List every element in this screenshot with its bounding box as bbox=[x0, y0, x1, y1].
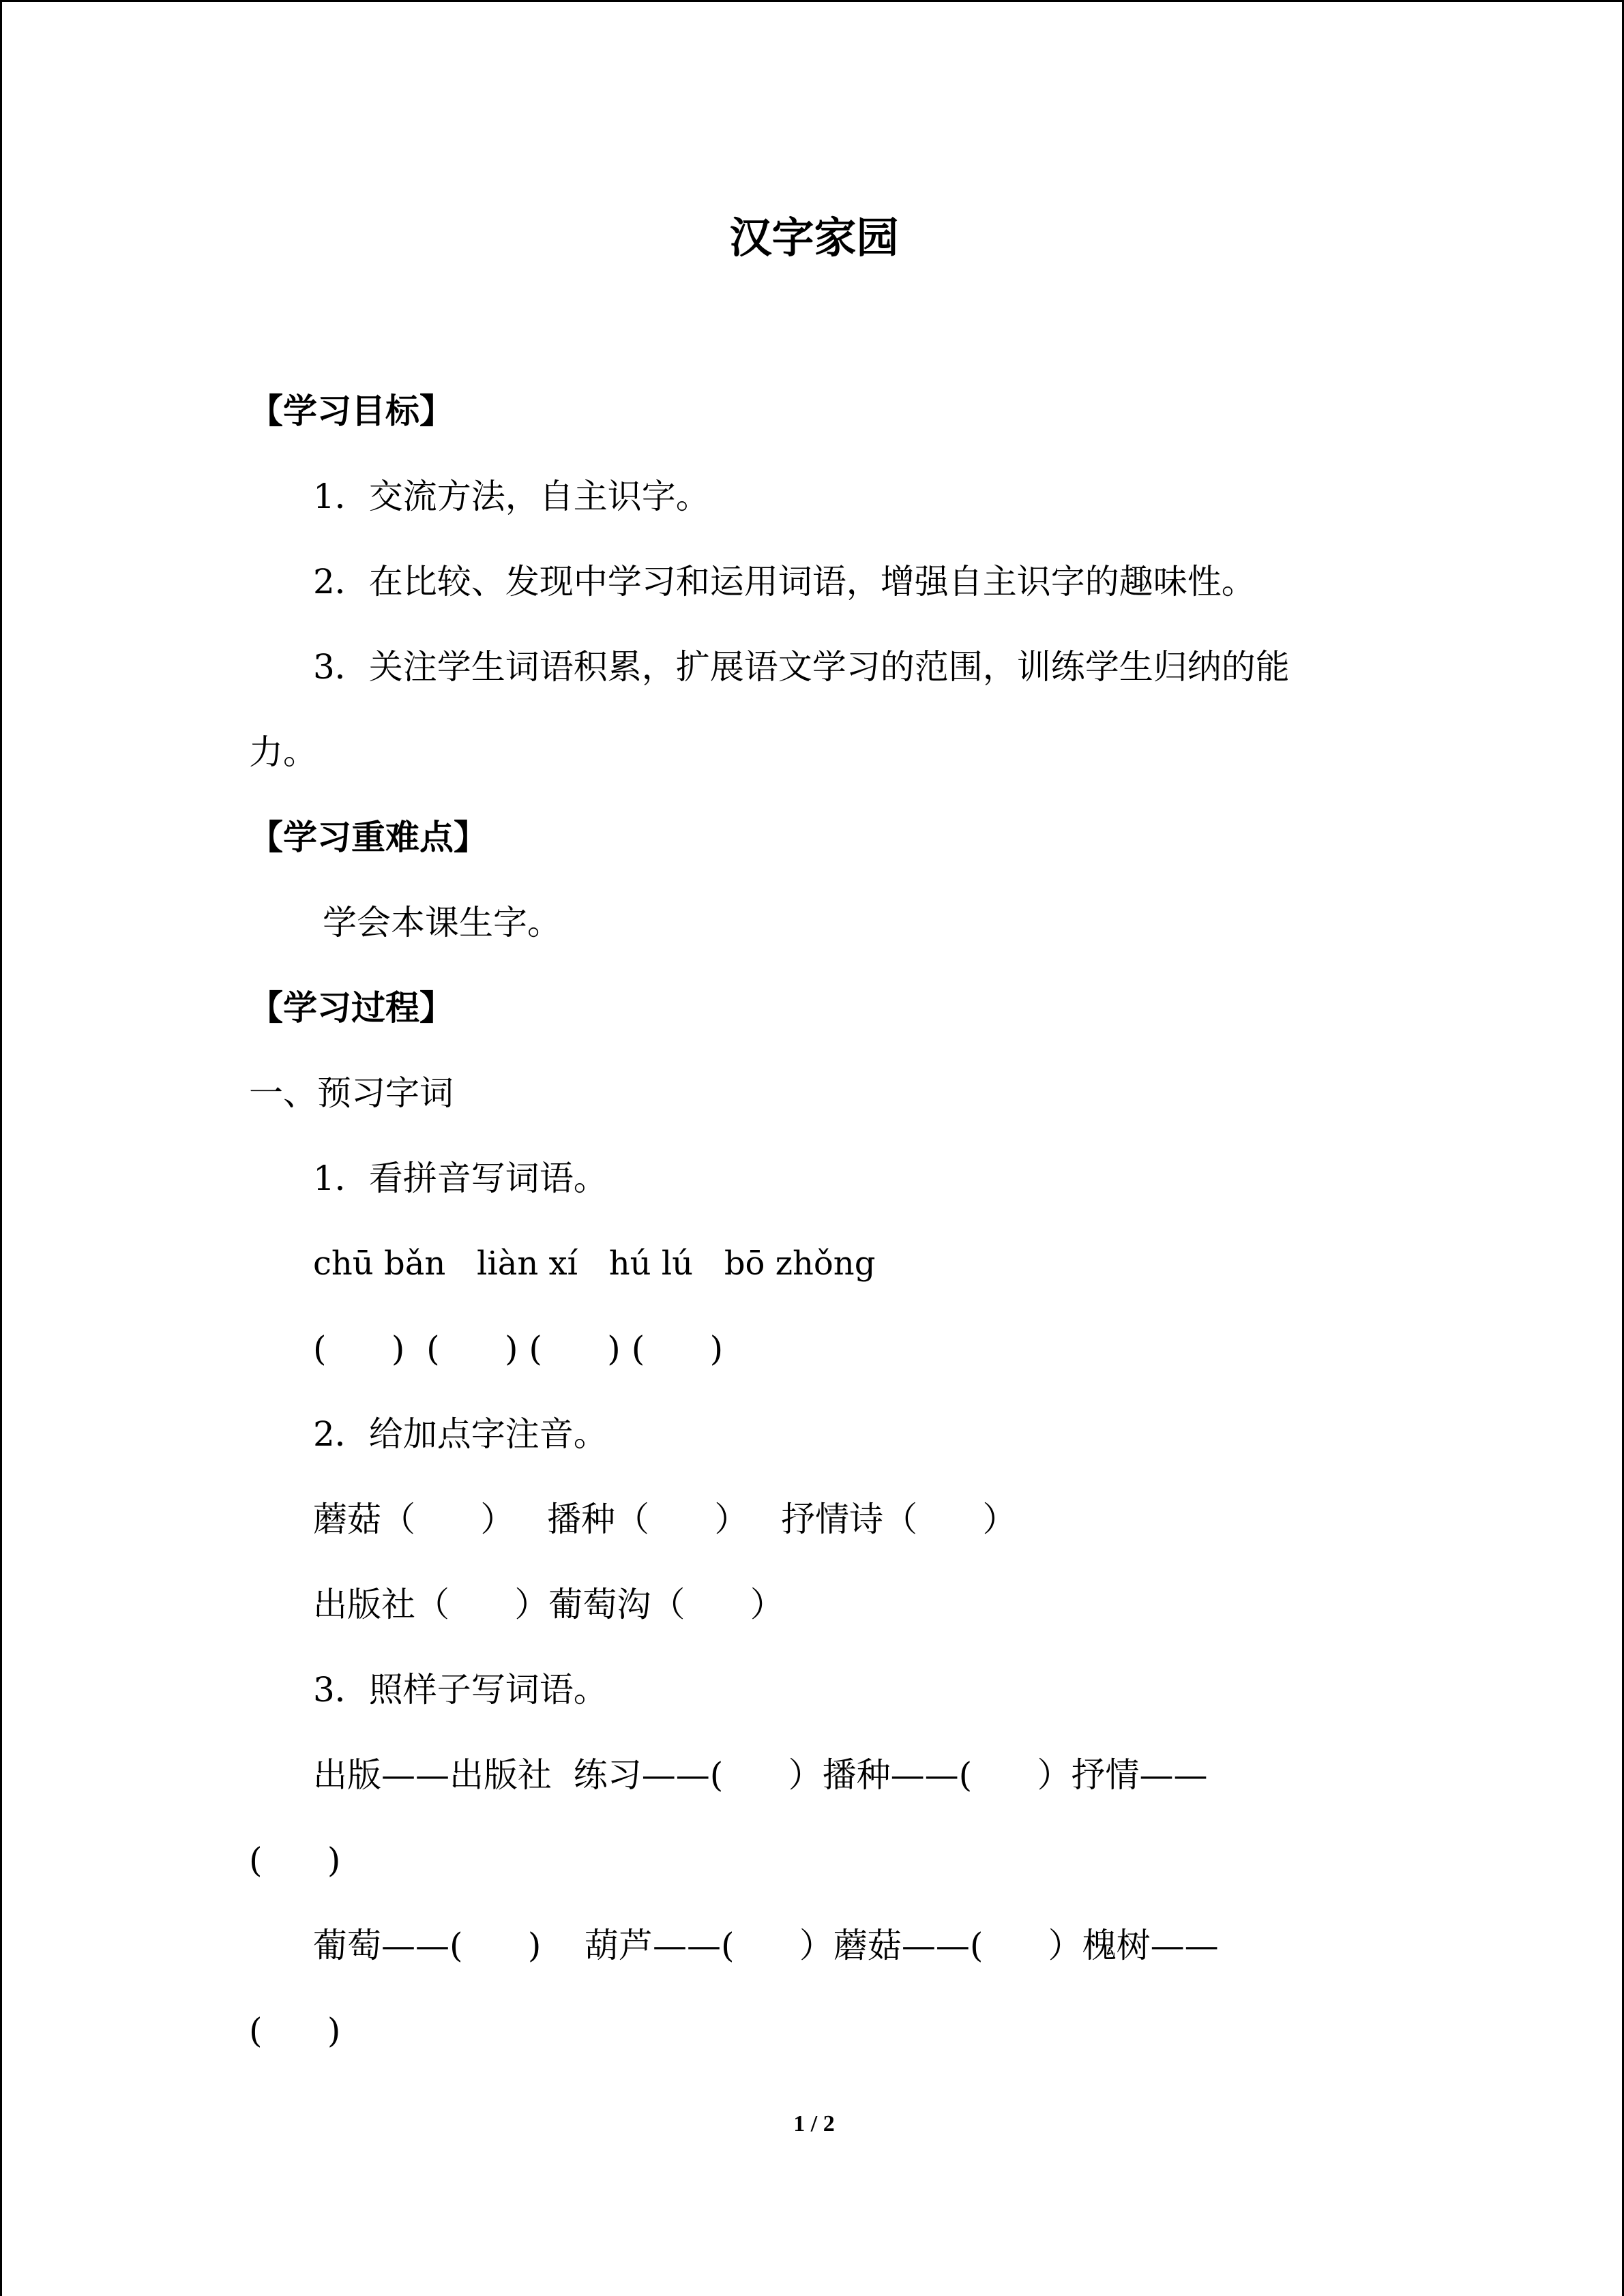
goal-item-1: 1．交流方法，自主识字。 bbox=[313, 477, 710, 516]
question-3-line-1-continued: ( ) bbox=[249, 1840, 341, 1880]
question-2-line-1: 蘑菇（ ） 播种（ ） 抒情诗（ ） bbox=[313, 1500, 1017, 1539]
goal-item-2: 2．在比较、发现中学习和运用词语，增强自主识字的趣味性。 bbox=[313, 562, 1256, 601]
key-points-heading: 【学习重难点】 bbox=[249, 817, 488, 857]
key-points-text: 学会本课生字。 bbox=[323, 903, 561, 942]
goal-item-3: 3．关注学生词语积累，扩展语文学习的范围，训练学生归纳的能 bbox=[313, 647, 1290, 687]
page-title: 汉字家园 bbox=[729, 213, 899, 263]
part-one-heading: 一、预习字词 bbox=[249, 1073, 454, 1113]
goal-item-3-continued: 力。 bbox=[249, 732, 317, 772]
question-2-line-2: 出版社（ ）葡萄沟（ ） bbox=[313, 1585, 784, 1624]
question-2-label: 2．给加点字注音。 bbox=[313, 1414, 608, 1454]
question-3-line-1: 出版——出版社 练习——( ）播种——( ）抒情—— bbox=[313, 1755, 1208, 1795]
question-3-line-2: 葡萄——( ) 葫芦——( ）蘑菇——( ）槐树—— bbox=[313, 1926, 1219, 1965]
question-1-blanks: ( ) ( ) ( ) ( ) bbox=[313, 1329, 724, 1369]
page-number: 1 / 2 bbox=[793, 2111, 835, 2136]
goals-heading: 【学习目标】 bbox=[249, 391, 454, 431]
question-1-label: 1．看拼音写词语。 bbox=[313, 1159, 608, 1198]
question-3-label: 3．照样子写词语。 bbox=[313, 1670, 608, 1710]
process-heading: 【学习过程】 bbox=[249, 987, 454, 1028]
question-3-line-2-continued: ( ) bbox=[249, 2011, 341, 2051]
question-1-pinyin: chū bǎn liàn xí hú lú bō zhǒng bbox=[313, 1244, 876, 1283]
